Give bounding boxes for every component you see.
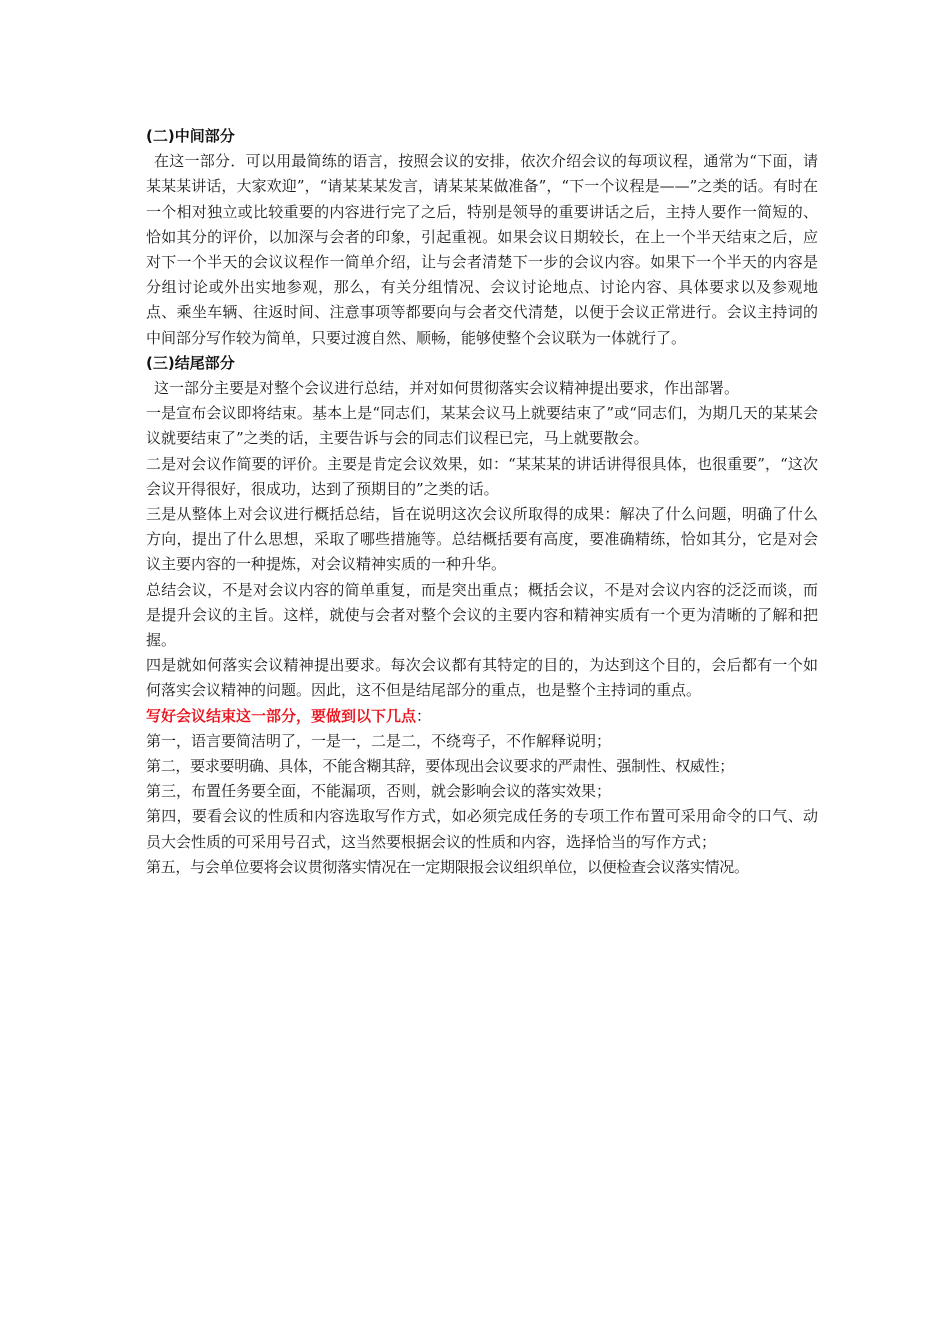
section-heading-middle: (二)中间部分	[146, 127, 235, 145]
section-heading-ending: (三)结尾部分	[146, 353, 235, 372]
document-page	[146, 124, 818, 880]
ending-summary: 总结会议，不是对会议内容的简单重复，而是突出重点；概括会议，不是对会议内容的泛泛而谈，而是提升会议的主旨。这样，就使与会者对整个会议的主要内容和精神实质有一个更为清晰的了解和把握。	[146, 580, 818, 650]
ending-intro: 这一部分主要是对整个会议进行总结，并对如何贯彻落实会议精神提出要求，作出部署。	[154, 379, 740, 398]
tips-heading: 写好会议结束这一部分，要做到以下几点	[146, 706, 417, 725]
ending-point-2: 二是对会议作简要的评价。主要是肯定会议效果，如：“某某某的讲话讲得很具体，也很重要”，“这次会议开得很好，很成功，达到了预期目的”之类的话。	[146, 454, 818, 498]
tips-heading-line	[146, 704, 818, 729]
tip-item-4: 第四，要看会议的性质和内容选取写作方式，如必须完成任务的专项工作布置可采用命令的口气、动员大会性质的可采用号召式，这当然要根据会议的性质和内容，选择恰当的写作方式；	[146, 807, 818, 851]
ending-point-3: 三是从整体上对会议进行概括总结，旨在说明这次会议所取得的成果：解决了什么问题，明确了什么方向，提出了什么思想，采取了哪些措施等。总结概括要有高度，要准确精练，恰如其分，它是对会议主要内容的一种提炼，对会议精神实质的一种升华。	[146, 505, 818, 574]
tip-item-3: 第三，布置任务要全面，不能漏项，否则，就会影响会议的落实效果；	[146, 782, 612, 801]
tip-item-2: 第二，要求要明确、具体，不能含糊其辞，要体现出会议要求的严肃性、强制性、权威性；	[146, 757, 735, 776]
tip-item-1: 第一，语言要简洁明了，一是一，二是二，不绕弯子，不作解释说明；	[146, 731, 612, 750]
ending-point-1: 一是宣布会议即将结束。基本上是“同志们，某某会议马上就要结束了”或“同志们，为期几天的某某会议就要结束了”之类的话，主要告诉与会的同志们议程已完，马上就要散会。	[146, 404, 818, 448]
tip-item-5: 第五，与会单位要将会议贯彻落实情况在一定期限报会议组织单位，以便检查会议落实情况。	[146, 857, 749, 876]
ending-point-4: 四是就如何落实会议精神提出要求。每次会议都有其特定的目的，为达到这个目的，会后都有一个如何落实会议精神的问题。因此，这不但是结尾部分的重点，也是整个主持词的重点。	[146, 656, 818, 700]
tips-heading-colon: ：	[416, 706, 432, 725]
middle-paragraph: 在这一部分．可以用最简练的语言，按照会议的安排，依次介绍会议的每项议程，通常为“下面，请某某某讲话，大家欢迎”，“请某某某发言，请某某某做准备”，“下一个议程是——”之类的话。有时在一个相对独立或比较重要的内容进行完了之后，特别是领导的重要讲话之后，主持人要作一简短的、恰如其分的评价，以加深与会者的印象，引起重视。如果会议日期较长，在上一个半天结束之后，应对下一个半天的会议议程作一简单介绍，让与会者清楚下一步的会议内容。如果下一个半天的内容是分组讨论或外出实地参观，那么，有关分组情况、会议讨论地点、讨论内容、具体要求以及参观地点、乘坐车辆、往返时间、注意事项等都要向与会者交代清楚，以便于会议正常进行。会议主持词的中间部分写作较为简单，只要过渡自然、顺畅，能够使整个会议联为一体就行了。	[146, 152, 818, 347]
